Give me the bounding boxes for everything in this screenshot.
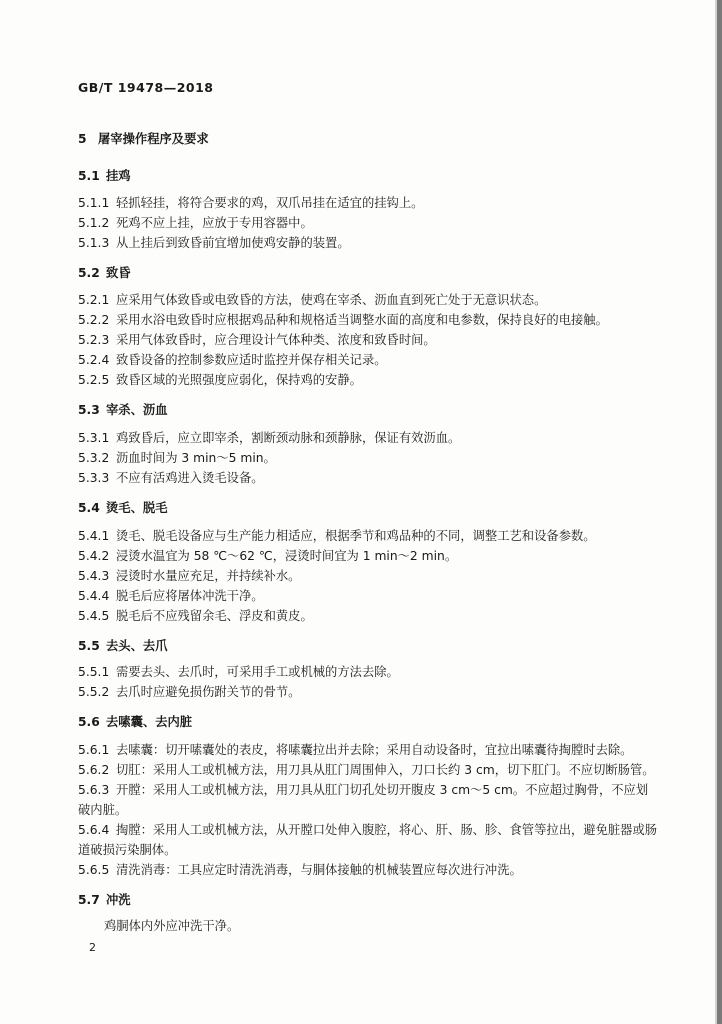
clause-text: 从上挂后到致昏前宜增加使鸡安静的装置。	[116, 236, 350, 250]
section-heading: 烫毛、脱毛	[106, 501, 168, 515]
clause-number: 5.5.1	[78, 665, 110, 679]
clause-text: 采用水浴电致昏时应根据鸡品种和规格适当调整水面的高度和电参数，保持良好的电接触。	[116, 313, 608, 327]
clause-text: 切肛：采用人工或机械方法，用刀具从肛门周围伸入，刀口长约 3 cm，切下肛门。不应切断肠管。	[116, 763, 655, 777]
clause-text: 道破损污染胴体。	[78, 843, 177, 857]
clause-number: 5.2.4	[78, 353, 110, 367]
clause-text: 鸡致昏后，应立即宰杀，割断颈动脉和颈静脉，保证有效沥血。	[116, 431, 461, 445]
section-heading: 屠宰操作程序及要求	[98, 132, 209, 146]
clause-text: 致昏区域的光照强度应弱化，保持鸡的安静。	[116, 373, 362, 387]
section-number: 5	[78, 132, 87, 146]
section-number: 5.3	[78, 403, 100, 417]
clause-text: 掏膛：采用人工或机械方法，从开膛口处伸入腹腔，将心、肝、肠、胗、食管等拉出，避免脏器或肠	[116, 823, 658, 837]
clause-text: 破内脏。	[78, 803, 128, 817]
clause-number: 5.3.2	[78, 451, 110, 465]
standard-header: GB/T 19478—2018	[78, 80, 214, 95]
clause-number: 5.6.1	[78, 743, 110, 757]
clause-number: 5.3.3	[78, 471, 110, 485]
clause-number: 5.6.3	[78, 783, 110, 797]
clause-text: 脱毛后不应残留余毛、浮皮和黄皮。	[116, 609, 313, 623]
clause-text: 沥血时间为 3 min～5 min。	[116, 451, 276, 465]
clause-text: 死鸡不应上挂，应放于专用容器中。	[116, 216, 313, 230]
section-heading: 宰杀、沥血	[106, 403, 168, 417]
clause-text: 清洗消毒：工具应定时清洗消毒，与胴体接触的机械装置应每次进行冲洗。	[116, 863, 522, 877]
scan-edge	[717, 0, 722, 1024]
clause-number: 5.2.3	[78, 333, 110, 347]
clause-text: 致昏设备的控制参数应适时监控并保存相关记录。	[116, 353, 387, 367]
clause-number: 5.5.2	[78, 685, 110, 699]
clause-text: 浸烫时水量应充足，并持续补水。	[116, 569, 301, 583]
clause-number: 5.2.5	[78, 373, 110, 387]
scan-edge-shadow	[715, 0, 717, 1024]
clause-text: 轻抓轻挂，将符合要求的鸡，双爪吊挂在适宜的挂钩上。	[116, 196, 424, 210]
clause-number: 5.2.1	[78, 293, 110, 307]
section-number: 5.1	[78, 169, 100, 183]
section-heading: 冲洗	[106, 893, 131, 907]
section-number: 5.7	[78, 893, 100, 907]
clause-number: 5.4.2	[78, 549, 110, 563]
section-number: 5.6	[78, 715, 100, 729]
clause-number: 5.6.5	[78, 863, 110, 877]
clause-text: 需要去头、去爪时，可采用手工或机械的方法去除。	[116, 665, 399, 679]
clause-number: 5.4.3	[78, 569, 110, 583]
section-heading: 致昏	[106, 266, 131, 280]
clause-number: 5.4.4	[78, 589, 110, 603]
clause-text: 脱毛后应将屠体冲洗干净。	[116, 589, 264, 603]
page-number: 2	[89, 941, 96, 954]
clause-number: 5.2.2	[78, 313, 110, 327]
clause-text: 烫毛、脱毛设备应与生产能力相适应，根据季节和鸡品种的不同，调整工艺和设备参数。	[116, 529, 596, 543]
section-number: 5.5	[78, 639, 100, 653]
clause-number: 5.1.3	[78, 236, 110, 250]
clause-number: 5.1.1	[78, 196, 110, 210]
section-heading: 挂鸡	[106, 169, 131, 183]
section-heading: 去嗉囊、去内脏	[106, 715, 193, 729]
clause-number: 5.1.2	[78, 216, 110, 230]
clause-text: 不应有活鸡进入烫毛设备。	[116, 471, 264, 485]
clause-text: 开膛：采用人工或机械方法，用刀具从肛门切孔处切开腹皮 3 cm～5 cm。不应超过胸骨，不应划	[116, 783, 649, 797]
clause-text: 采用气体致昏时，应合理设计气体种类、浓度和致昏时间。	[116, 333, 436, 347]
section-number: 5.2	[78, 266, 100, 280]
clause-text: 浸烫水温宜为 58 ℃～62 ℃，浸烫时间宜为 1 min～2 min。	[116, 549, 458, 563]
section-heading: 去头、去爪	[106, 639, 168, 653]
clause-number: 5.6.4	[78, 823, 110, 837]
clause-text: 去爪时应避免损伤跗关节的骨节。	[116, 685, 301, 699]
clause-number: 5.4.5	[78, 609, 110, 623]
clause-number: 5.3.1	[78, 431, 110, 445]
clause-number: 5.6.2	[78, 763, 110, 777]
clause-text: 应采用气体致昏或电致昏的方法，使鸡在宰杀、沥血直到死亡处于无意识状态。	[116, 293, 547, 307]
clause-number: 5.4.1	[78, 529, 110, 543]
section-number: 5.4	[78, 501, 100, 515]
clause-text: 去嗉囊：切开嗉囊处的表皮，将嗉囊拉出并去除；采用自动设备时，宜拉出嗉囊待掏膛时去除。	[116, 743, 633, 757]
clause-text: 鸡胴体内外应冲洗干净。	[104, 919, 240, 933]
